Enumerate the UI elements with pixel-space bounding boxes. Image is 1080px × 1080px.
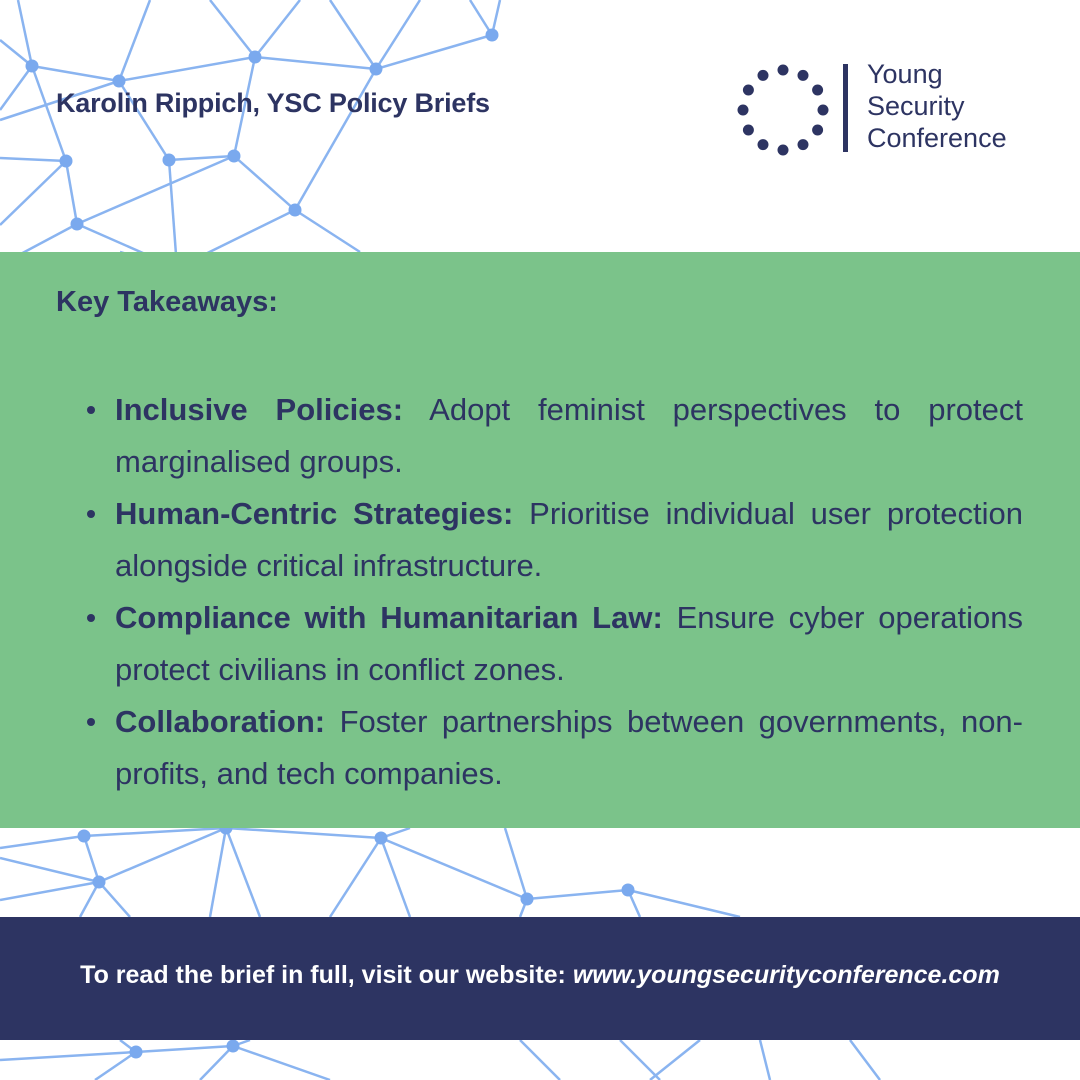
footer-prefix: To read the brief in full, visit our website: (80, 961, 566, 989)
author-line: Karolin Rippich, YSC Policy Briefs (56, 88, 490, 118)
takeaway-lead: Compliance with Humanitarian Law: (115, 600, 663, 635)
logo-wordmark (867, 58, 1007, 154)
takeaway-text: Ensure cyber operations protect civilians in conflict zones. (115, 600, 1023, 687)
takeaway-inclusive-policies (115, 384, 1023, 488)
takeaway-humanitarian-law (115, 592, 1023, 696)
logo-line-young: Young (867, 59, 943, 89)
logo-line-conference: Conference (867, 123, 1007, 153)
takeaway-text: Adopt feminist perspectives to protect marginalised groups. (115, 392, 1023, 479)
website-link[interactable]: www.youngsecurityconference.com (572, 961, 1000, 989)
footer-banner (0, 917, 1080, 1040)
takeaway-text: Foster partnerships between governments, non-profits, and tech companies. (115, 704, 1023, 791)
ring-of-dots-icon (735, 62, 831, 158)
takeaway-lead: Collaboration: (115, 704, 326, 739)
logo-divider (843, 64, 848, 152)
key-takeaways-panel (0, 252, 1080, 828)
takeaway-text: Prioritise individual user protection alongside critical infrastructure. (115, 496, 1023, 583)
takeaway-collaboration (115, 696, 1023, 800)
logo-line-security: Security (867, 91, 965, 121)
key-takeaways-title: Key Takeaways: (56, 286, 278, 318)
takeaways-list (115, 384, 1023, 800)
ysc-logo (735, 58, 1035, 158)
takeaway-human-centric (115, 488, 1023, 592)
takeaway-lead: Human-Centric Strategies: (115, 496, 514, 531)
takeaway-lead: Inclusive Policies: (115, 392, 404, 427)
footer-text (0, 961, 1080, 990)
